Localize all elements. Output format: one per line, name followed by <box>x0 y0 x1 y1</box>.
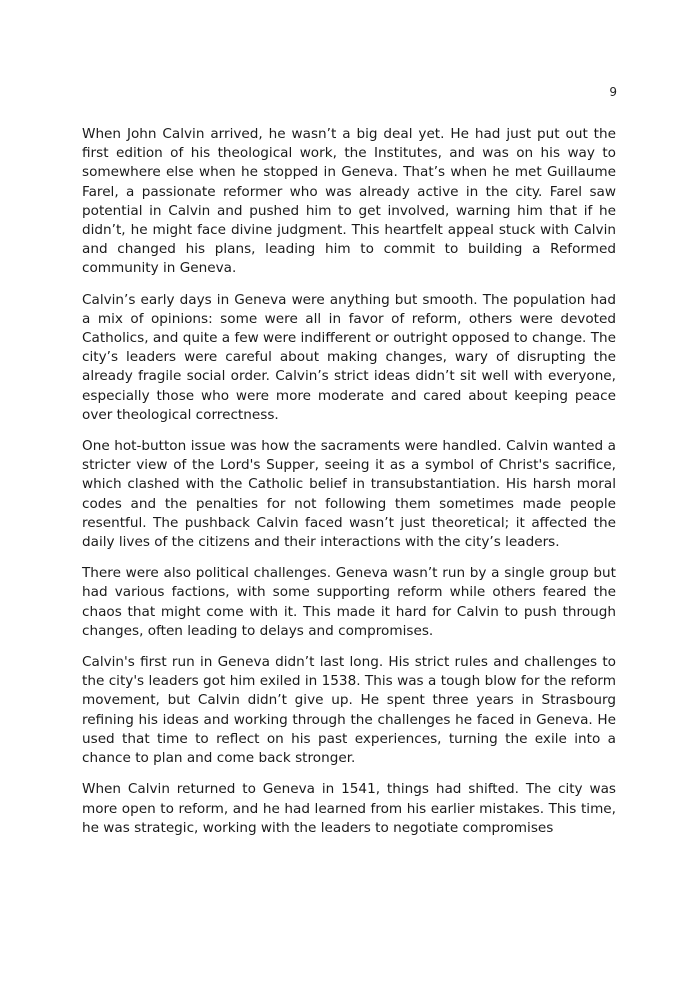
paragraph-exile: Calvin's first run in Geneva didn’t last long. His strict rules and challenges to the city's leaders got him exiled in 1538. This was a tough blow for the reform movement, but Calvin didn’t give up. He spent three years in Strasbourg refining his ideas and working through the challenges he faced in Geneva. He used that time to reflect on his past experiences, turning the exile into a chance to plan and come back stronger. <box>82 654 616 767</box>
paragraph-political-challenges: There were also political challenges. Geneva wasn’t run by a single group but had various factions, with some supporting reform while others feared the chaos that might come with it. This made it hard for Calvin to push through changes, often leading to delays and compromises. <box>82 565 616 639</box>
body-text <box>82 125 616 850</box>
paragraph-sacraments: One hot-button issue was how the sacraments were handled. Calvin wanted a stricter view of the Lord's Supper, seeing it as a symbol of Christ's sacrifice, which clashed with the Catholic belief in transubstantiation. His harsh moral codes and the penalties for not following them sometimes made people resentful. The pushback Calvin faced wasn’t just theoretical; it affected the daily lives of the citizens and their interactions with the city’s leaders. <box>82 438 616 551</box>
page-number: 9 <box>609 85 617 99</box>
paragraph-early-days: Calvin’s early days in Geneva were anything but smooth. The population had a mix of opinions: some were all in favor of reform, others were devoted Catholics, and quite a few were indifferent or outright opposed to change. The city’s leaders were careful about making changes, wary of disrupting the already fragile social order. Calvin’s strict ideas didn’t sit well with everyone, especially those who were more moderate and cared about keeping peace over theological correctness. <box>82 291 616 423</box>
paragraph-calvin-arrival: When John Calvin arrived, he wasn’t a big deal yet. He had just put out the first edition of his theological work, the Institutes, and was on his way to somewhere else when he stopped in Geneva. That’s when he met Guillaume Farel, a passionate reformer who was already active in the city. Farel saw potential in Calvin and pushed him to get involved, warning him that if he didn’t, he might face divine judgment. This heartfelt appeal stuck with Calvin and changed his plans, leading him to commit to building a Reformed community in Geneva. <box>82 126 616 277</box>
paragraph-return: When Calvin returned to Geneva in 1541, things had shifted. The city was more open to reform, and he had learned from his earlier mistakes. This time, he was strategic, working with the leaders to negotiate compromises <box>82 781 616 836</box>
